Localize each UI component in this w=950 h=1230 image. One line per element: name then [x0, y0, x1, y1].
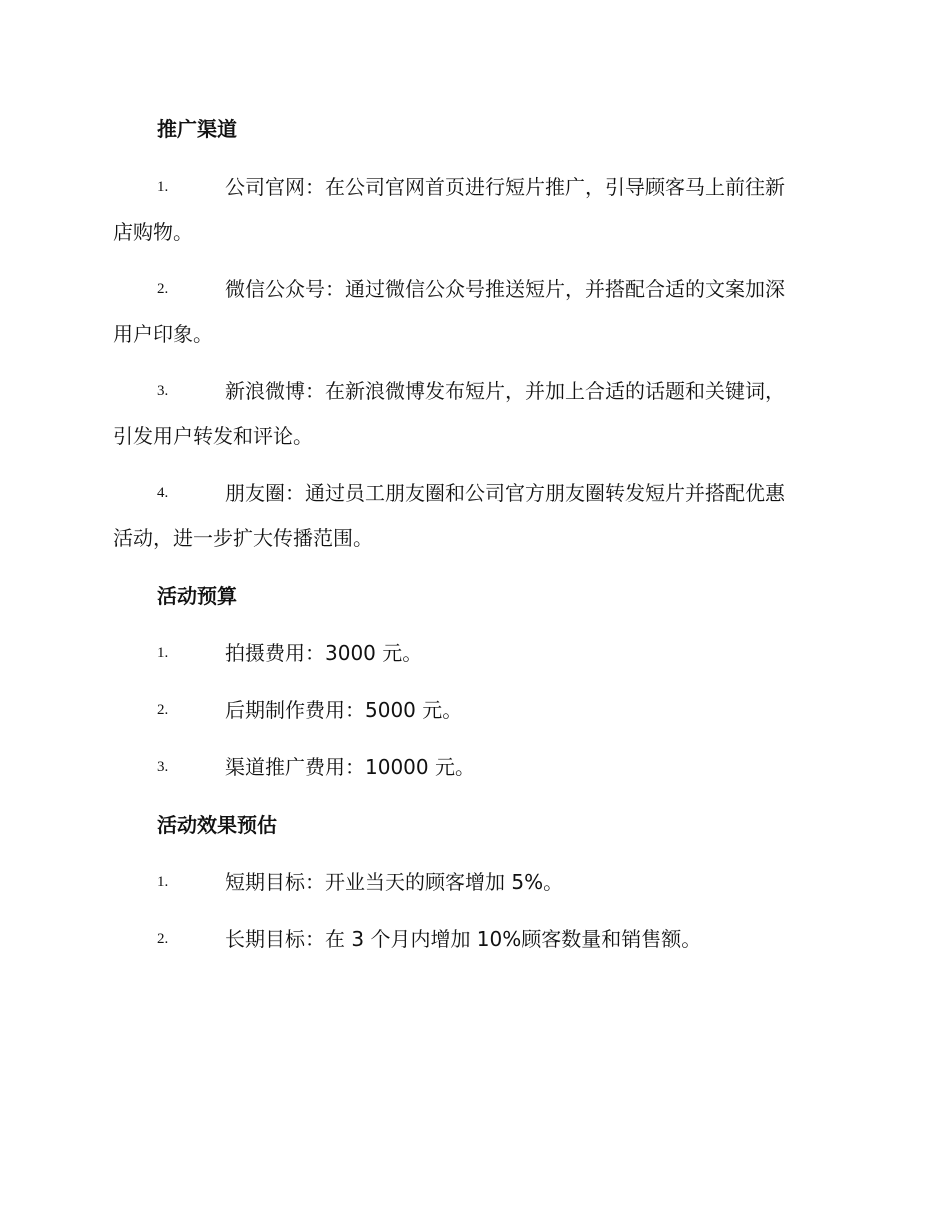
- list-item-text-continued: 店购物。: [113, 220, 193, 244]
- list-item: [113, 369, 833, 459]
- list-item-text: 拍摄费用：3000 元。: [225, 641, 423, 665]
- list-item-text: 微信公众号：通过微信公众号推送短片，并搭配合适的文案加深: [225, 277, 785, 301]
- list-item-text: 渠道推广费用：10000 元。: [225, 755, 475, 779]
- list-item-text: 朋友圈：通过员工朋友圈和公司官方朋友圈转发短片并搭配优惠: [225, 481, 785, 505]
- list-item-number: 1.: [157, 645, 169, 661]
- section-heading-activity-budget: 活动预算: [157, 584, 237, 608]
- list-item-text-continued: 引发用户转发和评论。: [113, 424, 313, 448]
- list-item-number: 1.: [157, 874, 169, 890]
- list-item-text-continued: 用户印象。: [113, 322, 213, 346]
- list-item-number: 2.: [157, 931, 169, 947]
- list-item-text: 长期目标：在 3 个月内增加 10%顾客数量和销售额。: [225, 927, 702, 951]
- list-item-number: 3.: [157, 759, 169, 775]
- list-item-text: 短期目标：开业当天的顾客增加 5%。: [225, 870, 564, 894]
- list-item-text: 后期制作费用：5000 元。: [225, 698, 463, 722]
- list-item-number: 2.: [157, 702, 169, 718]
- list-item: [113, 745, 833, 790]
- list-item: [113, 267, 833, 357]
- list-item-number: 3.: [157, 383, 169, 399]
- list-item-text: 新浪微博：在新浪微博发布短片，并加上合适的话题和关键词，: [225, 379, 785, 403]
- list-item-text-continued: 活动，进一步扩大传播范围。: [113, 526, 373, 550]
- list-item: [113, 631, 833, 676]
- list-item: [113, 917, 833, 962]
- list-item-number: 1.: [157, 179, 169, 195]
- list-item: [113, 471, 833, 561]
- section-heading-effect-estimate: 活动效果预估: [157, 813, 277, 837]
- list-item: [113, 165, 833, 255]
- list-item: [113, 688, 833, 733]
- list-item: [113, 860, 833, 905]
- list-item-text: 公司官网：在公司官网首页进行短片推广，引导顾客马上前往新: [225, 175, 785, 199]
- section-heading-promotion-channels: 推广渠道: [157, 117, 237, 141]
- list-item-number: 2.: [157, 281, 169, 297]
- list-item-number: 4.: [157, 485, 169, 501]
